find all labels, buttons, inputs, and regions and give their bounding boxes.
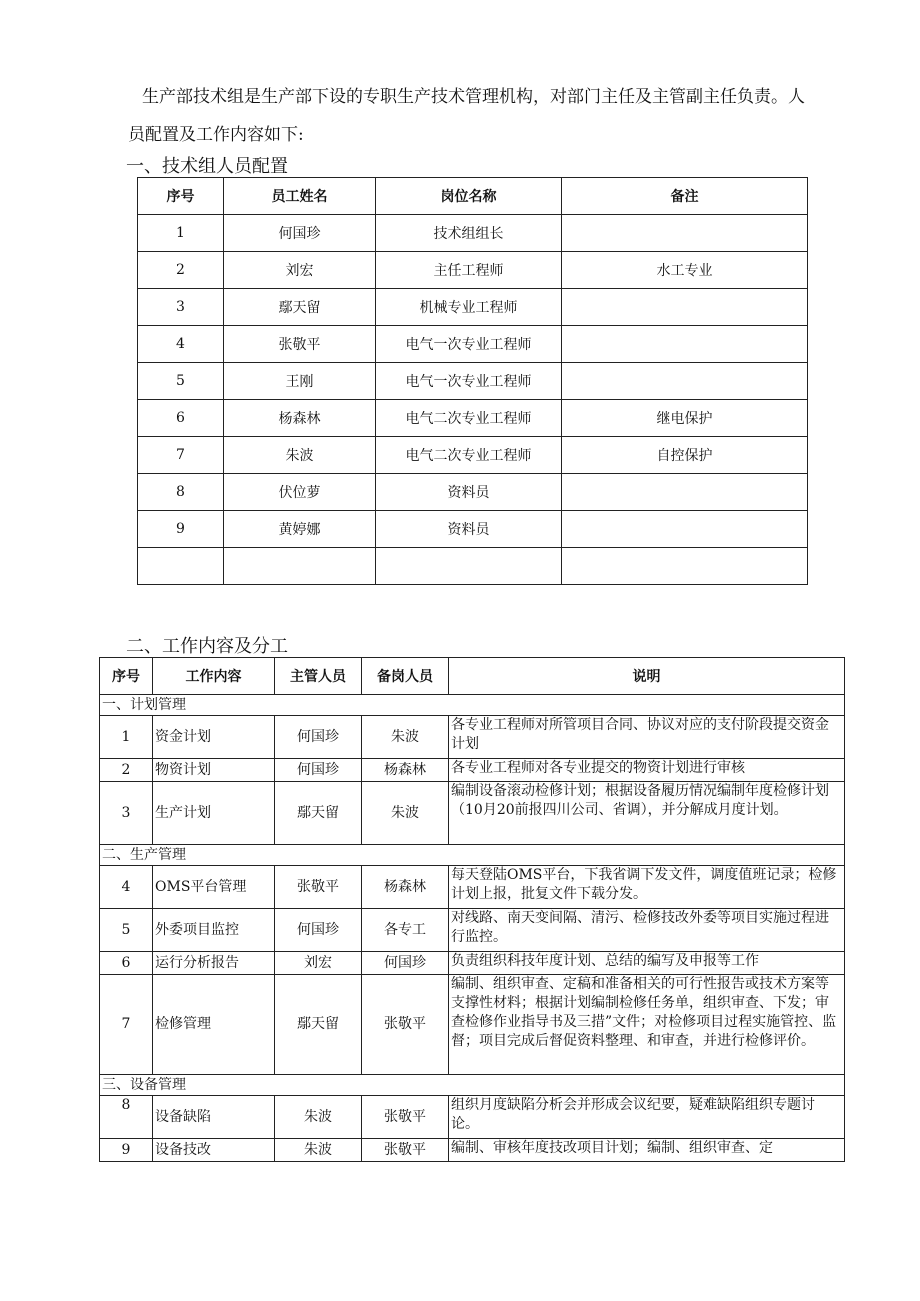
cell-name: 刘宏 (224, 252, 376, 289)
cell-task: 物资计划 (153, 759, 275, 782)
cell-index: 4 (138, 326, 224, 363)
cell-index (138, 548, 224, 585)
cell-index: 3 (100, 782, 153, 845)
cell-backup: 各专工 (362, 909, 449, 952)
cell-backup: 何国珍 (362, 952, 449, 975)
cell-position: 技术组组长 (376, 215, 562, 252)
cell-index: 1 (100, 716, 153, 759)
cell-backup: 杨森林 (362, 759, 449, 782)
header-manager: 主管人员 (275, 658, 362, 695)
cell-remark (562, 548, 808, 585)
task-row (100, 909, 845, 952)
staff-table (137, 177, 808, 585)
cell-description: 各专业工程师对所管项目合同、协议对应的支付阶段提交资金计划 (449, 716, 845, 759)
cell-backup: 张敬平 (362, 1096, 449, 1139)
cell-index: 9 (138, 511, 224, 548)
section-row (100, 695, 845, 716)
cell-index: 3 (138, 289, 224, 326)
cell-position: 电气二次专业工程师 (376, 437, 562, 474)
cell-task: 检修管理 (153, 975, 275, 1075)
work-table (99, 657, 845, 1162)
cell-task: 设备技改 (153, 1139, 275, 1162)
cell-manager: 何国珍 (275, 716, 362, 759)
cell-name: 鄢天留 (224, 289, 376, 326)
task-row (100, 866, 845, 909)
cell-index: 6 (100, 952, 153, 975)
task-row (100, 782, 845, 845)
section1-title: 一、技术组人员配置 (126, 156, 288, 177)
cell-index: 9 (100, 1139, 153, 1162)
cell-index: 7 (100, 975, 153, 1075)
cell-description: 编制设备滚动检修计划；根据设备履历情况编制年度检修计划（10月20前报四川公司、省调），并分解成月度计划。 (449, 782, 845, 845)
header-remark: 备注 (562, 178, 808, 215)
cell-description: 各专业工程师对各专业提交的物资计划进行审核 (449, 759, 845, 782)
cell-manager: 刘宏 (275, 952, 362, 975)
cell-remark: 水工专业 (562, 252, 808, 289)
cell-backup: 张敬平 (362, 1139, 449, 1162)
cell-backup: 杨森林 (362, 866, 449, 909)
cell-index: 1 (138, 215, 224, 252)
staff-row (138, 511, 808, 548)
task-row (100, 716, 845, 759)
header-content: 工作内容 (153, 658, 275, 695)
cell-name: 伏位萝 (224, 474, 376, 511)
staff-row (138, 474, 808, 511)
cell-task: 设备缺陷 (153, 1096, 275, 1139)
cell-task: OMS平台管理 (153, 866, 275, 909)
staff-row (138, 252, 808, 289)
cell-remark (562, 326, 808, 363)
cell-remark: 自控保护 (562, 437, 808, 474)
section-heading: 一、计划管理 (100, 695, 845, 716)
cell-task: 运行分析报告 (153, 952, 275, 975)
cell-backup: 张敬平 (362, 975, 449, 1075)
section-row (100, 1075, 845, 1096)
staff-row (138, 400, 808, 437)
cell-name: 何国珍 (224, 215, 376, 252)
cell-manager: 鄢天留 (275, 975, 362, 1075)
section2-title: 二、工作内容及分工 (126, 636, 288, 657)
staff-row (138, 326, 808, 363)
header-position: 岗位名称 (376, 178, 562, 215)
section-heading: 三、设备管理 (100, 1075, 845, 1096)
cell-index: 5 (138, 363, 224, 400)
cell-manager: 朱波 (275, 1096, 362, 1139)
staff-table-header (138, 178, 808, 215)
staff-row (138, 363, 808, 400)
header-index: 序号 (138, 178, 224, 215)
task-row (100, 975, 845, 1075)
cell-position: 资料员 (376, 474, 562, 511)
cell-index: 2 (138, 252, 224, 289)
cell-remark (562, 363, 808, 400)
intro-paragraph: 生产部技术组是生产部下设的专职生产技术管理机构，对部门主任及主管副主任负责。人员配置及工作内容如下: (128, 87, 805, 145)
cell-manager: 张敬平 (275, 866, 362, 909)
cell-name (224, 548, 376, 585)
task-row (100, 952, 845, 975)
cell-index: 2 (100, 759, 153, 782)
cell-position: 资料员 (376, 511, 562, 548)
cell-remark (562, 289, 808, 326)
cell-backup: 朱波 (362, 782, 449, 845)
cell-index: 6 (138, 400, 224, 437)
cell-index: 4 (100, 866, 153, 909)
cell-index: 7 (138, 437, 224, 474)
cell-backup: 朱波 (362, 716, 449, 759)
header-description: 说明 (449, 658, 845, 695)
staff-row (138, 215, 808, 252)
cell-manager: 朱波 (275, 1139, 362, 1162)
work-table-header (100, 658, 845, 695)
cell-position (376, 548, 562, 585)
header-index: 序号 (100, 658, 153, 695)
task-row (100, 1096, 845, 1139)
cell-name: 王刚 (224, 363, 376, 400)
cell-index: 5 (100, 909, 153, 952)
cell-name: 朱波 (224, 437, 376, 474)
section-row (100, 845, 845, 866)
cell-remark (562, 511, 808, 548)
cell-position: 机械专业工程师 (376, 289, 562, 326)
cell-name: 张敬平 (224, 326, 376, 363)
cell-name: 杨森林 (224, 400, 376, 437)
staff-row (138, 437, 808, 474)
header-name: 员工姓名 (224, 178, 376, 215)
cell-manager: 何国珍 (275, 759, 362, 782)
cell-position: 主任工程师 (376, 252, 562, 289)
cell-task: 生产计划 (153, 782, 275, 845)
cell-description: 编制、审核年度技改项目计划；编制、组织审查、定 (449, 1139, 845, 1162)
cell-remark (562, 215, 808, 252)
task-row (100, 759, 845, 782)
cell-description: 每天登陆OMS平台，下我省调下发文件，调度值班记录；检修计划上报，批复文件下载分发。 (449, 866, 845, 909)
cell-manager: 鄢天留 (275, 782, 362, 845)
cell-index: 8 (100, 1096, 153, 1139)
cell-manager: 何国珍 (275, 909, 362, 952)
cell-task: 资金计划 (153, 716, 275, 759)
header-backup: 备岗人员 (362, 658, 449, 695)
cell-description: 负责组织科技年度计划、总结的编写及申报等工作 (449, 952, 845, 975)
cell-description: 对线路、南天变间隔、清污、检修技改外委等项目实施过程进行监控。 (449, 909, 845, 952)
cell-name: 黄婷娜 (224, 511, 376, 548)
cell-position: 电气一次专业工程师 (376, 363, 562, 400)
staff-row (138, 289, 808, 326)
cell-description: 编制、组织审查、定稿和准备相关的可行性报告或技术方案等支撑性材料；根据计划编制检修任务单，组织审查、下发；审查检修作业指导书及三措”文件；对检修项目过程实施管控、监督；项目完成后督促资料整理、和审查，并进行检修评价。 (449, 975, 845, 1075)
section-heading: 二、生产管理 (100, 845, 845, 866)
cell-index: 8 (138, 474, 224, 511)
cell-task: 外委项目监控 (153, 909, 275, 952)
cell-position: 电气二次专业工程师 (376, 400, 562, 437)
cell-description: 组织月度缺陷分析会并形成会议纪要，疑难缺陷组织专题讨论。 (449, 1096, 845, 1139)
cell-position: 电气一次专业工程师 (376, 326, 562, 363)
task-row (100, 1139, 845, 1162)
staff-row (138, 548, 808, 585)
cell-remark (562, 474, 808, 511)
cell-remark: 继电保护 (562, 400, 808, 437)
